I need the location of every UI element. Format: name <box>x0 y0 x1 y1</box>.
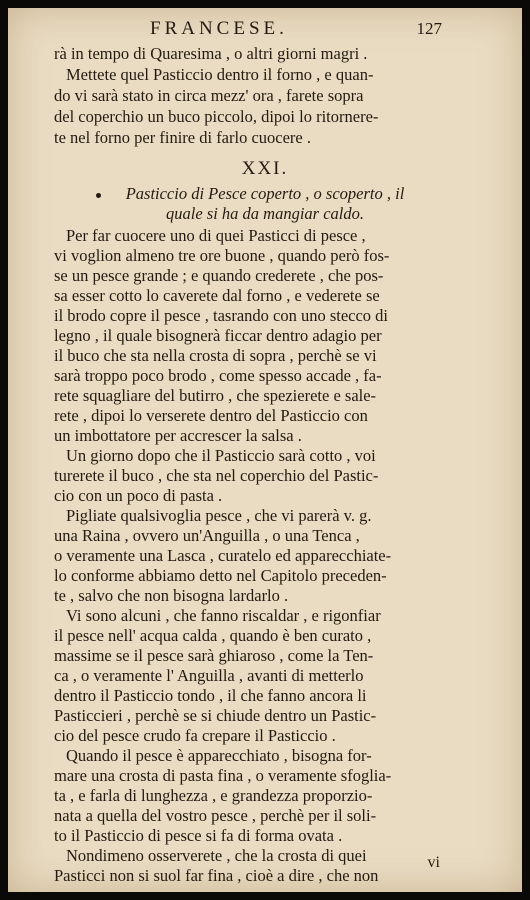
text-line: se un pesce grande ; e quando crederete , che pos- <box>54 266 384 285</box>
page-header <box>8 18 522 42</box>
text-line: vi voglion almeno tre ore buone , quando però fos- <box>54 246 390 265</box>
text-line: del coperchio un buco piccolo, dipoi lo ritornere- <box>54 107 379 126</box>
section-title-line: Pasticcio di Pesce coperto , o scoperto , il <box>125 184 405 203</box>
text-line: Quando il pesce è apparecchiato , bisogna for- <box>66 746 372 765</box>
text-line: Pasticci non si suol far fina , cioè a dire , che non <box>54 866 379 885</box>
text-line: te nel forno per finire di farlo cuocere . <box>54 128 311 147</box>
text-line: un imbottatore per accrescer la salsa . <box>54 426 302 445</box>
section-title-line: quale si ha da mangiar caldo. <box>166 204 364 223</box>
text-line: rà in tempo di Quaresima , o altri giorni magri . <box>54 44 368 63</box>
text-line: Mettete quel Pasticcio dentro il forno , e quan- <box>66 65 374 84</box>
text-line: il buco che sta nella crosta di sopra , perchè se vi <box>54 346 377 365</box>
text-line: Un giorno dopo che il Pasticcio sarà cotto , voi <box>66 446 376 465</box>
text-line: sa esser cotto lo caverete dal forno , e vederete se <box>54 286 380 305</box>
book-page <box>8 8 522 892</box>
text-line: do vi sarà stato in circa mezz' ora , farete sopra <box>54 86 364 105</box>
section-number: XXI. <box>241 158 289 179</box>
page-number: 127 <box>416 19 442 38</box>
text-line: Pasticcieri , perchè se si chiude dentro un Pastic- <box>54 706 377 725</box>
text-line: turerete il buco , che sta nel coperchio del Pastic- <box>54 466 379 485</box>
text-line: te , salvo che non bisogna lardarlo . <box>54 586 289 605</box>
text-line: sarà troppo poco brodo , come spesso accade , fa- <box>54 366 382 385</box>
text-line: mare una crosta di pasta fina , o veramente sfoglia- <box>54 766 392 785</box>
text-line: Pigliate qualsivoglia pesce , che vi parerà v. g. <box>66 506 372 525</box>
text-line: o veramente una Lasca , curatelo ed apparecchiate- <box>54 546 392 565</box>
text-line: ca , o veramente l' Anguilla , avanti di metterlo <box>54 666 364 685</box>
text-line: dentro il Pasticcio tondo , il che fanno ancora li <box>54 686 367 705</box>
text-line: il brodo copre il pesce , tasrando con uno stecco di <box>54 306 389 325</box>
text-line: ta , e farla di lunghezza , e grandezza proporzio- <box>54 786 373 805</box>
text-line: lo conforme abbiamo detto nel Capitolo preceden- <box>54 566 387 585</box>
running-head: FRANCESE. <box>150 18 288 39</box>
text-line: nata a quella del vostro pesce , perchè per il soli- <box>54 806 377 825</box>
text-line: to il Pasticcio di pesce si fa di forma ovata . <box>54 826 343 845</box>
text-line: Vi sono alcuni , che fanno riscaldar , e rigonfiar <box>66 606 381 625</box>
text-line: massime se il pesce sarà ghiaroso , come la Ten- <box>54 646 374 665</box>
text-line: legno , il quale bisognerà ficcar dentro adagio per <box>54 326 382 345</box>
text-line: rete squagliare del butirro , che spezierete e sale- <box>54 386 377 405</box>
text-line: Nondimeno osserverete , che la crosta di quei <box>66 846 367 865</box>
text-line: cio con un poco di pasta . <box>54 486 223 505</box>
text-line: il pesce nell' acqua calda , quando è ben curato , <box>54 626 372 645</box>
text-line: una Raina , ovvero un'Anguilla , o una Tenca , <box>54 526 360 545</box>
text-line: cio del pesce crudo fa crepare il Pasticcio . <box>54 726 336 745</box>
text-line: Per far cuocere uno di quei Pasticci di pesce , <box>66 226 366 245</box>
text-line: rete , dipoi lo verserete dentro del Pasticcio con <box>54 406 368 425</box>
catchword: vi <box>427 854 440 871</box>
